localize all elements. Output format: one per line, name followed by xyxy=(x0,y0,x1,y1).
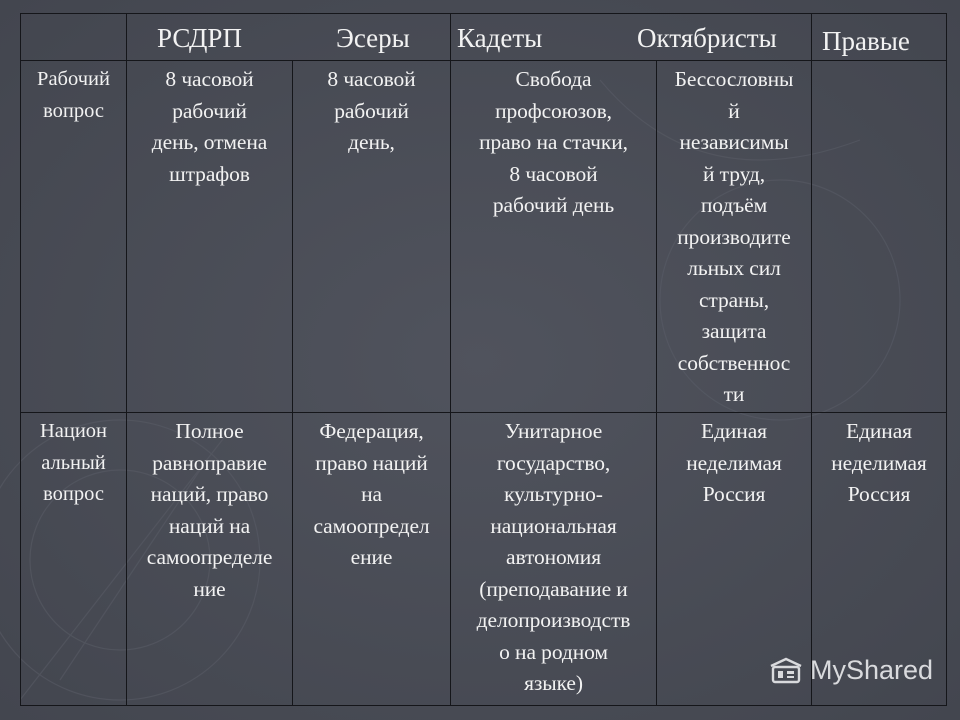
header-esery: Эсеры xyxy=(336,23,410,53)
row-label: Рабочий вопрос xyxy=(37,68,110,122)
table-cell xyxy=(657,61,812,413)
header-empty-cell xyxy=(21,14,127,61)
header-kadety: Кадеты xyxy=(457,23,543,53)
row-head-cell xyxy=(21,61,127,413)
cell-oktyabristy: Бессословны й независимы й труд, подъём производите льных сил страны, защита собственнос ти xyxy=(674,67,794,406)
header-row xyxy=(21,14,947,61)
cell-pravye xyxy=(812,61,946,64)
parties-comparison-table xyxy=(20,13,947,706)
table-cell xyxy=(127,413,293,706)
cell-kadety: Свобода профсоюзов, право на стачки, 8 часовой рабочий день xyxy=(479,67,628,217)
header-oktyabristy: Октябристы xyxy=(637,23,777,53)
header-pravye: Правые xyxy=(822,26,910,56)
cell-esery: 8 часовой рабочий день, xyxy=(327,67,416,154)
header-kadety-oktyabristy-cell xyxy=(451,14,812,61)
table-cell xyxy=(812,61,947,413)
header-rsdrp: РСДРП xyxy=(157,23,242,53)
myshared-watermark[interactable] xyxy=(768,655,933,686)
header-rsdrp-esery-cell xyxy=(127,14,451,61)
cell-kadety: Унитарное государство, культурно- национальная автономия (преподавание и делопроизводств о на родном языке) xyxy=(476,419,631,695)
table-cell xyxy=(293,61,451,413)
table-cell xyxy=(293,413,451,706)
cell-esery: Федерация, право наций на самоопредел ение xyxy=(313,419,430,569)
cell-pravye: Единая неделимая Россия xyxy=(831,419,927,506)
row-label: Национ альный вопрос xyxy=(39,420,108,505)
cell-oktyabristy: Единая неделимая Россия xyxy=(686,419,782,506)
table-cell xyxy=(127,61,293,413)
myshared-logo-icon xyxy=(768,656,804,686)
table-cell xyxy=(451,61,657,413)
cell-rsdrp: 8 часовой рабочий день, отмена штрафов xyxy=(151,67,268,186)
row-head-cell xyxy=(21,413,127,706)
watermark-text: MyShared xyxy=(810,655,934,685)
table-row-labor-question xyxy=(21,61,947,413)
header-pravye-cell xyxy=(812,14,947,61)
table-cell xyxy=(451,413,657,706)
cell-rsdrp: Полное равноправие наций, право наций на самоопределе ние xyxy=(146,419,273,601)
